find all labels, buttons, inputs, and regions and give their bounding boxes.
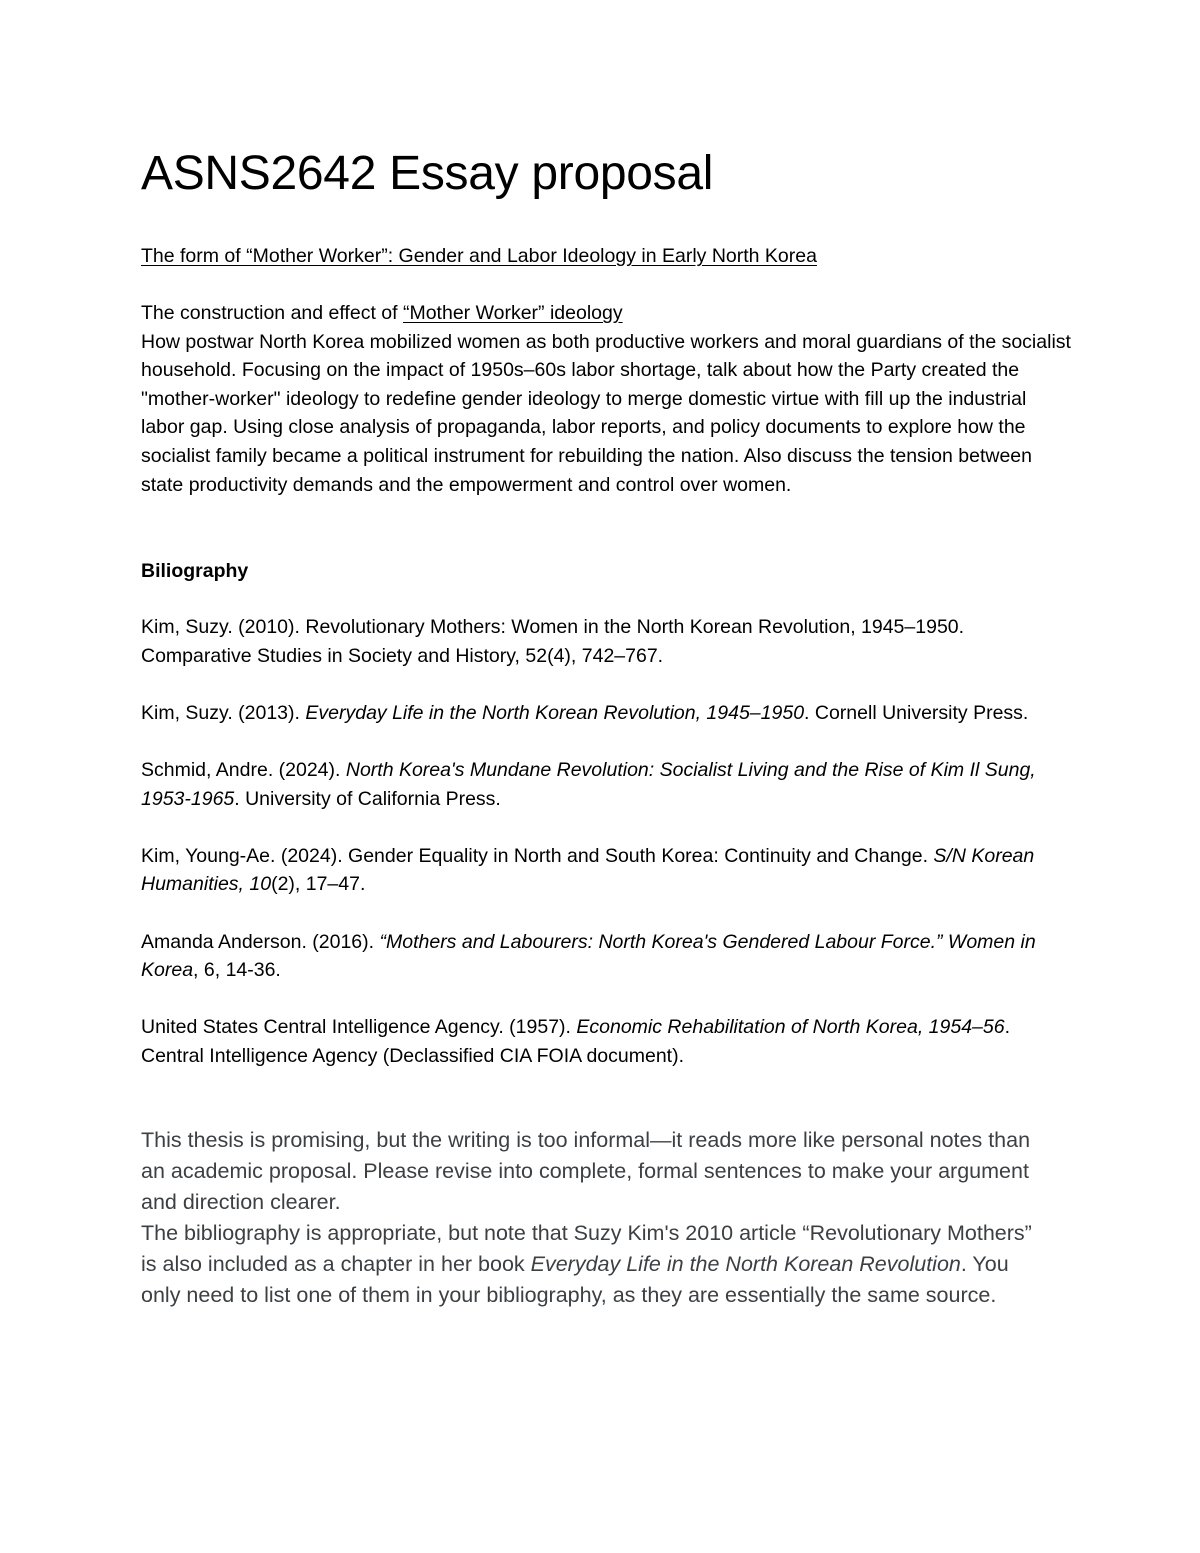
bibliography-heading: Biliography	[141, 560, 249, 582]
reference-item: Amanda Anderson. (2016). “Mothers and Labourers: North Korea's Gendered Labour Force.” Women in Korea, 6, 14-36.	[141, 930, 1036, 982]
reference-list	[141, 613, 1071, 1099]
reference-item: United States Central Intelligence Agency. (1957). Economic Rehabilitation of North Korea, 1954–56. Central Intelligence Agency (Declassified CIA FOIA document).	[141, 1016, 1010, 1067]
reference-item: Schmid, Andre. (2024). North Korea's Mundane Revolution: Socialist Living and the Rise of Kim Il Sung, 1953-1965. University of California Press.	[141, 758, 1036, 810]
reference-item: Kim, Young-Ae. (2024). Gender Equality in North and South Korea: Continuity and Change. S/N Korean Humanities, 10(2), 17–47.	[141, 844, 1035, 896]
proposal-section	[141, 299, 1071, 499]
section-heading	[141, 299, 1071, 328]
section-body: How postwar North Korea mobilized women as both productive workers and moral guardians of the socialist household. Focusing on the impact of 1950s–60s labor shortage, talk about how the Party created the "mother-worker" ideology to redefine gender ideology to merge domestic virtue with fill up the industrial labor gap. Using close analysis of propaganda, labor reports, and policy documents to explore how the socialist family became a political instrument for rebuilding the nation. Also discuss the tension between state productivity demands and the empowerment and control over women.	[141, 330, 1071, 496]
reference-item: Kim, Suzy. (2013). Everyday Life in the North Korean Revolution, 1945–1950. Cornell University Press.	[141, 701, 1029, 724]
document-subtitle: The form of “Mother Worker”: Gender and Labor Ideology in Early North Korea	[141, 245, 817, 267]
reference-item: Kim, Suzy. (2010). Revolutionary Mothers: Women in the North Korean Revolution, 1945–1950. Comparative Studies in Society and History, 52(4), 742–767.	[141, 616, 965, 667]
section-heading-link: “Mother Worker” ideology	[402, 302, 623, 324]
instructor-feedback	[141, 1125, 1041, 1311]
document-title: ASNS2642 Essay proposal	[141, 147, 714, 200]
feedback-paragraph-1: This thesis is promising, but the writing is too informal—it reads more like personal notes than an academic proposal. Please revise into complete, formal sentences to make your argument and direction clearer.	[141, 1128, 1031, 1214]
section-heading-prefix: The construction and effect of	[141, 302, 403, 324]
feedback-paragraph-2: The bibliography is appropriate, but note that Suzy Kim's 2010 article “Revolutionary Mothers” is also included as a chapter in her book Everyday Life in the North Korean Revolution. You only need to list one of them in your bibliography, as they are essentially the same source.	[141, 1221, 1032, 1307]
